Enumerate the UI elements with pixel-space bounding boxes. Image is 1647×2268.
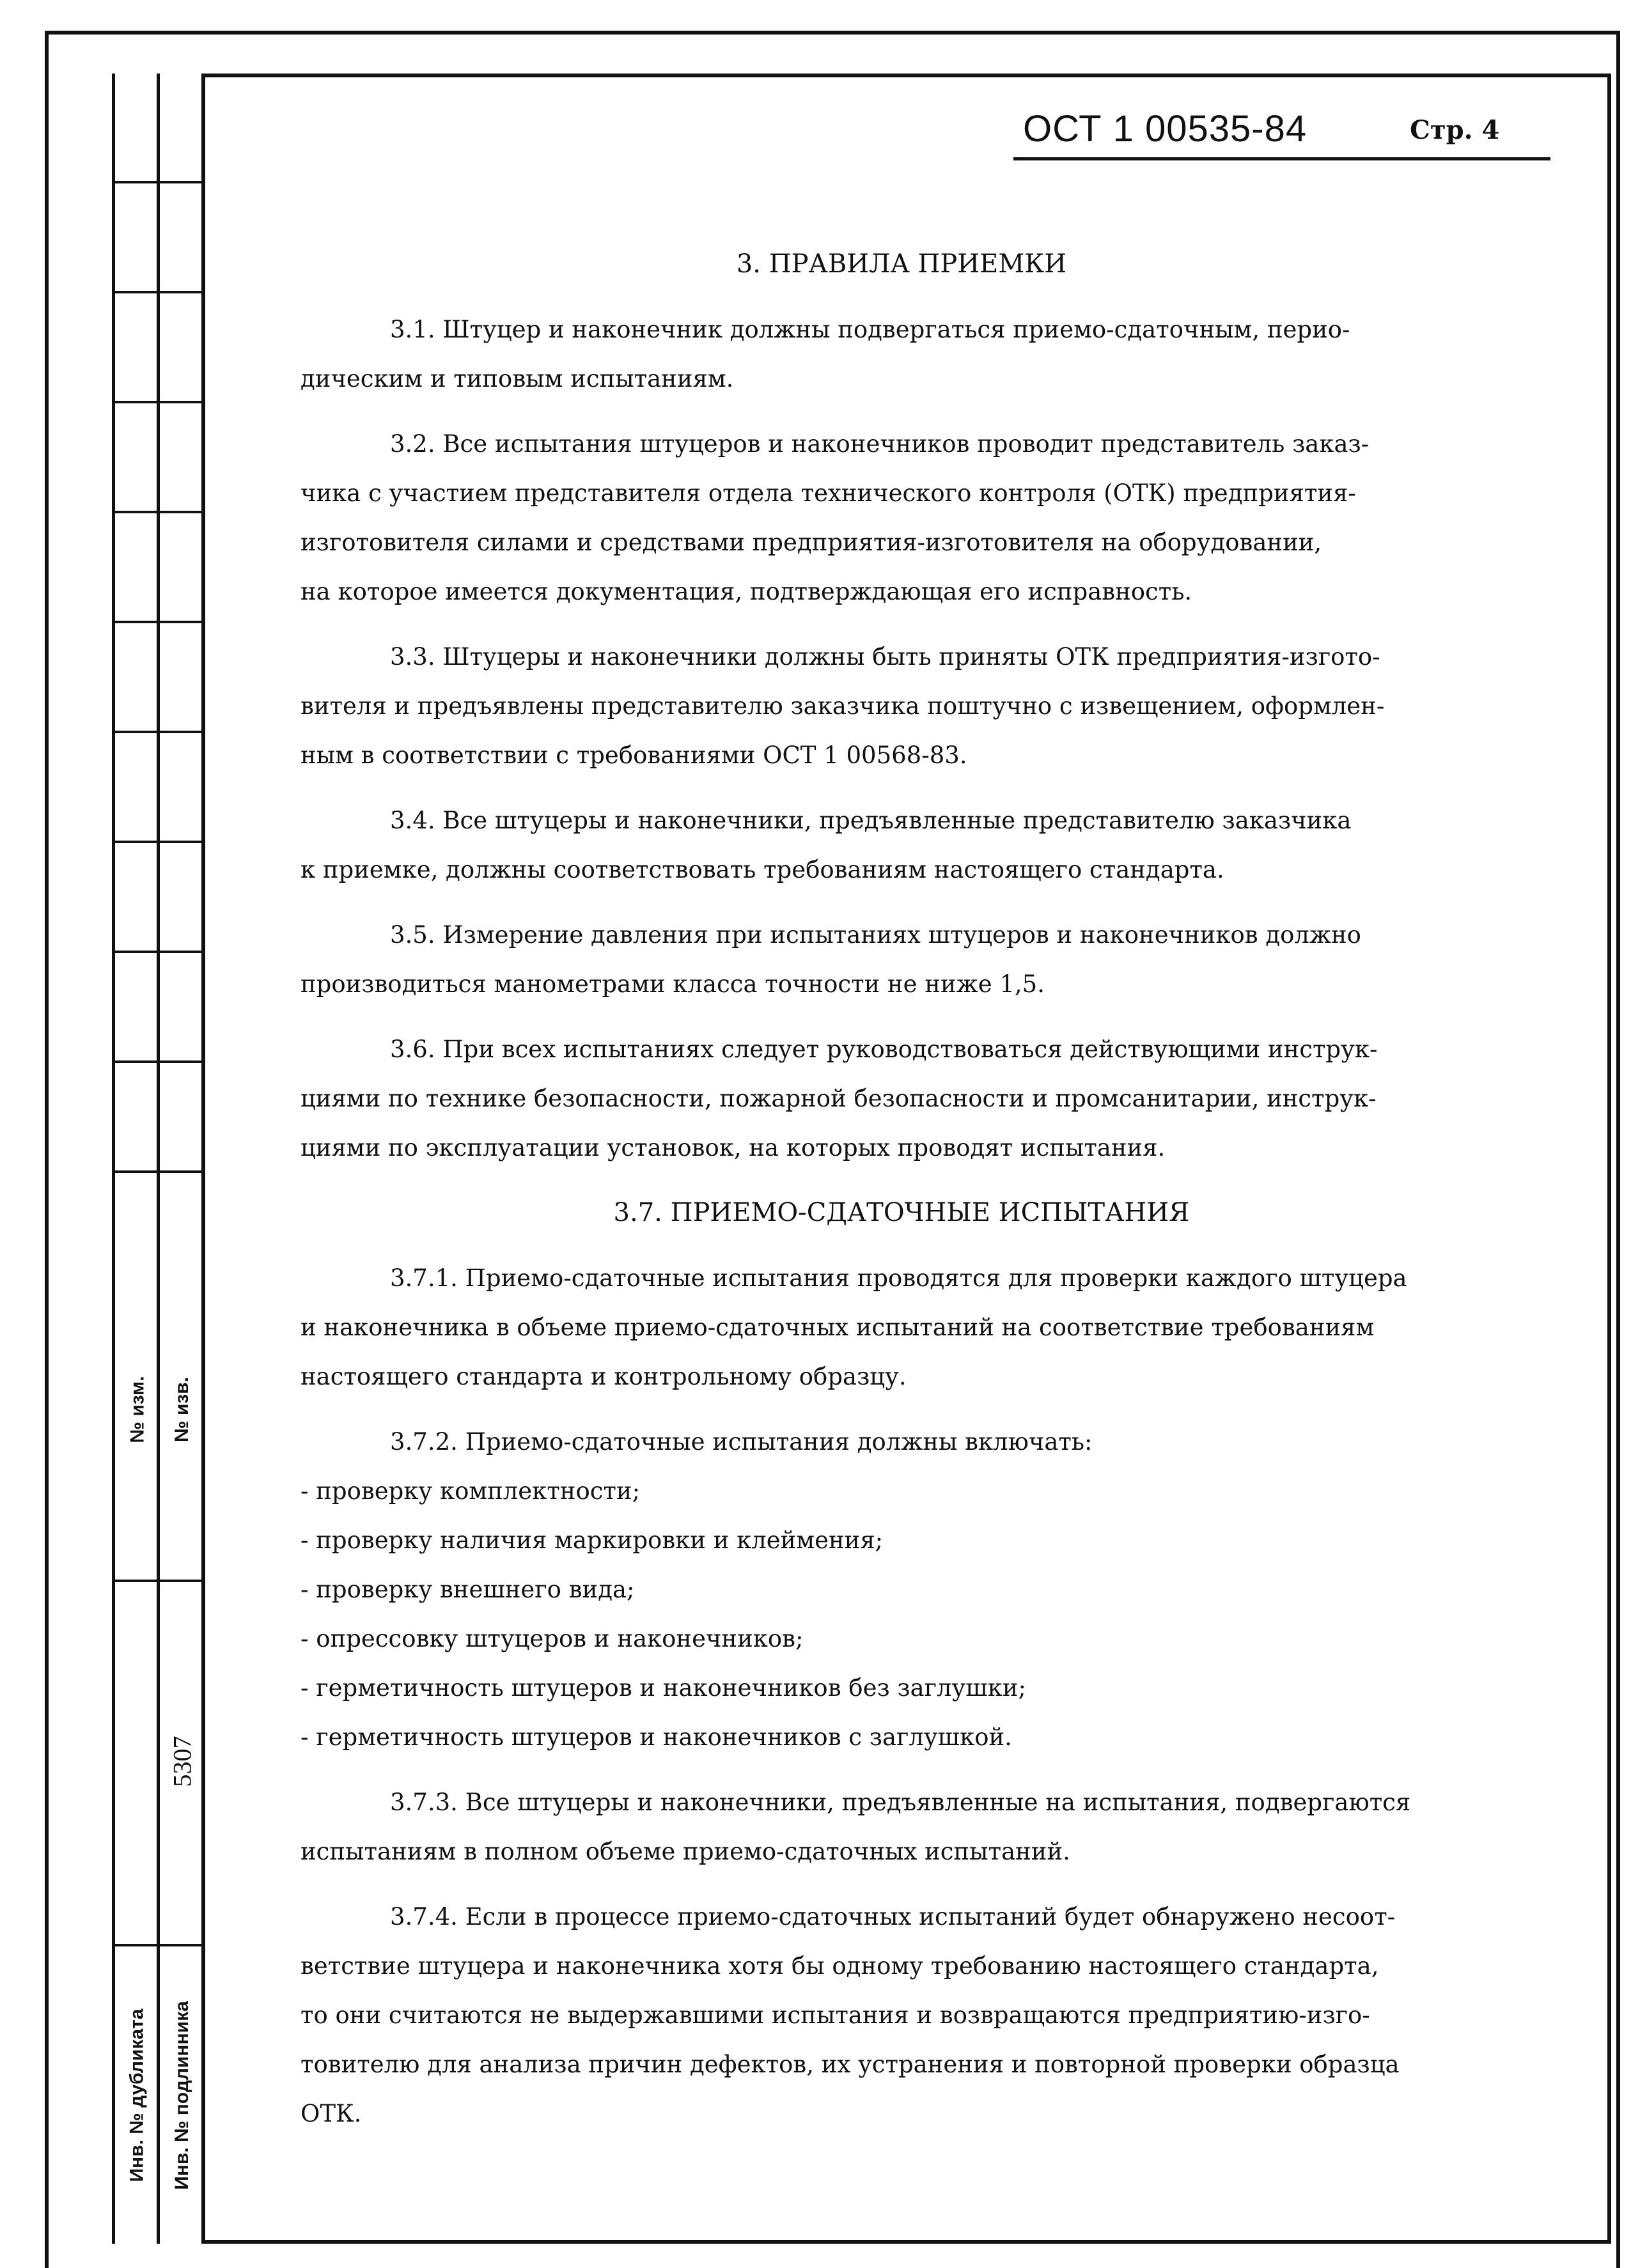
text-line: циями по эксплуатации установок, на которых проводят испытания. bbox=[301, 1134, 1166, 1161]
list-item: - опрессовку штуцеров и наконечников; bbox=[301, 1625, 804, 1652]
text-line: 3.5. Измерение давления при испытаниях штуцеров и наконечников должно bbox=[390, 921, 1361, 949]
paragraph-3-4 bbox=[301, 796, 1503, 894]
izv-label-box bbox=[160, 1288, 205, 1531]
strip-column-1 bbox=[112, 74, 157, 2244]
document-code: ОСТ 1 00535-84 bbox=[1023, 108, 1307, 150]
text-line: циями по технике безопасности, пожарной безопасности и промсанитарии, инструк- bbox=[301, 1085, 1377, 1112]
strip-cell bbox=[160, 183, 205, 293]
izm-label: № изм. bbox=[127, 1376, 148, 1443]
paragraph-3-7-3 bbox=[301, 1778, 1503, 1876]
paragraph-3-7-1 bbox=[301, 1254, 1503, 1401]
strip-cell bbox=[160, 843, 205, 953]
strip-cell bbox=[160, 403, 205, 513]
text-line: 3.2. Все испытания штуцеров и наконечников проводит представитель заказ- bbox=[390, 430, 1370, 458]
dup-label-box bbox=[115, 1946, 160, 2244]
orig-label: Инв. № подлинника bbox=[171, 2000, 193, 2190]
text-line: изготовителя силами и средствами предприятия-изготовителя на оборудовании, bbox=[301, 529, 1322, 556]
paragraph-3-5 bbox=[301, 910, 1503, 1009]
text-line: дическим и типовым испытаниям. bbox=[301, 365, 734, 392]
list-item: - проверку наличия маркировки и клеймения; bbox=[301, 1526, 884, 1554]
page-number: Стр. 4 bbox=[1410, 115, 1500, 145]
strip-cell bbox=[115, 843, 160, 953]
strip-cell-blank bbox=[115, 1582, 160, 1946]
text-line: 3.3. Штуцеры и наконечники должны быть приняты ОТК предприятия-изгото- bbox=[390, 643, 1380, 671]
text-line: и наконечника в объеме приемо-сдаточных испытаний на соответствие требованиям bbox=[301, 1314, 1375, 1341]
text-line: то они считаются не выдержавшими испытания и возвращаются предприятию-изго- bbox=[301, 2001, 1370, 2029]
header-rule bbox=[1013, 157, 1550, 160]
text-line: испытаниям в полном объеме приемо-сдаточных испытаний. bbox=[301, 1838, 1070, 1865]
page-header bbox=[1013, 107, 1550, 159]
paragraph-3-3 bbox=[301, 632, 1503, 780]
inv-number: 5307 bbox=[168, 1736, 197, 1787]
text-line: чика с участием представителя отдела технического контроля (ОТК) предприятия- bbox=[301, 479, 1356, 507]
text-line: 3.7.4. Если в процессе приемо-сдаточных испытаний будет обнаружено несоот- bbox=[390, 1903, 1396, 1930]
strip-cell bbox=[115, 733, 160, 843]
document-body bbox=[301, 240, 1503, 2154]
strip-cell bbox=[115, 403, 160, 513]
strip-cell bbox=[160, 513, 205, 623]
text-line: 3.4. Все штуцеры и наконечники, предъявленные представителю заказчика bbox=[390, 807, 1352, 834]
strip-cell bbox=[160, 1063, 205, 1173]
orig-label-box bbox=[160, 1946, 205, 2244]
strip-cell bbox=[115, 623, 160, 733]
izv-label: № изв. bbox=[171, 1377, 193, 1442]
strip-cell bbox=[115, 183, 160, 293]
paragraph-3-6 bbox=[301, 1025, 1503, 1172]
list-item: - герметичность штуцеров и наконечников без заглушки; bbox=[301, 1674, 1026, 1702]
text-line: ветствие штуцера и наконечника хотя бы одному требованию настоящего стандарта, bbox=[301, 1952, 1379, 1980]
text-line: товителю для анализа причин дефектов, их устранения и повторной проверки образца bbox=[301, 2051, 1400, 2078]
paragraph-3-1 bbox=[301, 305, 1503, 403]
text-line: на которое имеется документация, подтверждающая его исправность. bbox=[301, 578, 1192, 605]
text-line: ОТК. bbox=[301, 2100, 362, 2127]
strip-cell bbox=[160, 953, 205, 1063]
inv-number-box bbox=[160, 1665, 205, 1857]
strip-cell bbox=[160, 733, 205, 843]
side-strip bbox=[112, 74, 201, 2244]
text-line: 3.7.1. Приемо-сдаточные испытания проводятся для проверки каждого штуцера bbox=[390, 1264, 1407, 1292]
text-line: производиться манометрами класса точности не ниже 1,5. bbox=[301, 970, 1045, 998]
text-line: ным в соответствии с требованиями ОСТ 1 00568-83. bbox=[301, 742, 967, 769]
list-item: - проверку комплектности; bbox=[301, 1477, 641, 1505]
strip-cell bbox=[115, 1063, 160, 1173]
strip-cell bbox=[115, 513, 160, 623]
dup-label: Инв. № дубликата bbox=[127, 2008, 148, 2182]
text-line: 3.7.2. Приемо-сдаточные испытания должны включать: bbox=[390, 1428, 1093, 1456]
strip-cell bbox=[160, 623, 205, 733]
izm-label-box bbox=[115, 1288, 160, 1531]
text-line: вителя и предъявлены представителю заказчика поштучно с извещением, оформлен- bbox=[301, 692, 1385, 720]
strip-cell bbox=[115, 74, 160, 183]
list-item: - проверку внешнего вида; bbox=[301, 1576, 635, 1603]
strip-cell bbox=[115, 293, 160, 403]
text-line: настоящего стандарта и контрольному образцу. bbox=[301, 1363, 907, 1390]
strip-cell bbox=[115, 953, 160, 1063]
strip-cell bbox=[160, 293, 205, 403]
text-line: 3.6. При всех испытаниях следует руководствоваться действующими инструк- bbox=[390, 1036, 1378, 1063]
strip-cell bbox=[160, 74, 205, 183]
paragraph-3-7-2 bbox=[301, 1417, 1503, 1762]
paragraph-3-7-4 bbox=[301, 1892, 1503, 2138]
text-line: 3.1. Штуцер и наконечник должны подвергаться приемо-сдаточным, перио- bbox=[390, 316, 1350, 343]
strip-column-2 bbox=[157, 74, 201, 2244]
paragraph-3-2 bbox=[301, 419, 1503, 616]
list-item: - герметичность штуцеров и наконечников с заглушкой. bbox=[301, 1723, 1012, 1751]
text-line: 3.7.3. Все штуцеры и наконечники, предъявленные на испытания, подвергаются bbox=[390, 1789, 1411, 1816]
section-title: 3. ПРАВИЛА ПРИЕМКИ bbox=[736, 249, 1067, 279]
subsection-title: 3.7. ПРИЕМО-СДАТОЧНЫЕ ИСПЫТАНИЯ bbox=[613, 1198, 1190, 1227]
text-line: к приемке, должны соответствовать требованиям настоящего стандарта. bbox=[301, 856, 1224, 883]
